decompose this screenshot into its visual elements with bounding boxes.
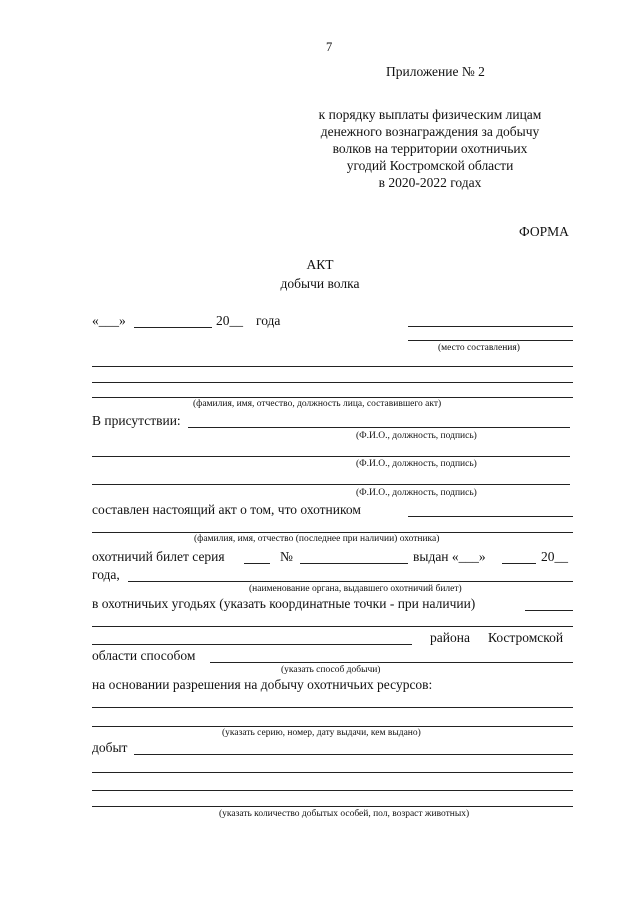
permit-caption: (указать серию, номер, дату выдачи, кем выдано) bbox=[222, 728, 421, 738]
compiler-line-1 bbox=[92, 366, 573, 367]
region-method-label: области способом bbox=[92, 648, 196, 663]
place-line-1 bbox=[408, 326, 573, 327]
appendix-line: денежного вознаграждения за добычу bbox=[320, 124, 540, 139]
appendix-line: волков на территории охотничьих bbox=[332, 141, 528, 156]
district-line bbox=[92, 644, 412, 645]
act-subtitle: добычи волка bbox=[280, 276, 360, 291]
region-label: Костромской bbox=[488, 630, 564, 645]
ticket-year-word: года, bbox=[92, 567, 120, 582]
ticket-number-line bbox=[300, 563, 408, 564]
place-line-2 bbox=[408, 340, 573, 341]
district-label: района bbox=[430, 630, 470, 645]
permit-line-1 bbox=[92, 707, 573, 708]
compiler-line-2 bbox=[92, 382, 573, 383]
presence-label: В присутствии: bbox=[92, 413, 181, 428]
form-label: ФОРМА bbox=[519, 224, 569, 239]
animals-line-1 bbox=[134, 754, 573, 755]
presence-line-2 bbox=[92, 456, 570, 457]
appendix-title: Приложение № 2 bbox=[386, 64, 485, 79]
appendix-line: угодий Костромской области bbox=[346, 158, 514, 173]
hunting-grounds-label: в охотничьих угодьях (указать координатные точки - при наличии) bbox=[92, 596, 476, 611]
appendix-line: к порядку выплаты физическим лицам bbox=[318, 107, 542, 122]
page-number: 7 bbox=[326, 40, 333, 54]
act-about-label: составлен настоящий акт о том, что охотником bbox=[92, 502, 361, 517]
animals-caption: (указать количество добытых особей, пол, возраст животных) bbox=[219, 809, 470, 819]
hunter-line-2 bbox=[92, 532, 573, 533]
ticket-issued-label: выдан «___» bbox=[413, 549, 486, 564]
animals-line-3 bbox=[92, 790, 573, 791]
ticket-issuer-line bbox=[128, 581, 573, 582]
month-line bbox=[134, 327, 212, 328]
ticket-year: 20__ bbox=[541, 549, 568, 564]
ticket-issuer-caption: (наименование органа, выдавшего охотничий билет) bbox=[249, 584, 462, 594]
ticket-series-line bbox=[244, 563, 270, 564]
act-title: АКТ bbox=[306, 257, 334, 272]
compiler-caption: (фамилия, имя, отчество, должность лица, составившего акт) bbox=[193, 399, 442, 409]
method-caption: (указать способ добычи) bbox=[281, 665, 381, 675]
year-suffix: года bbox=[256, 313, 281, 328]
basis-label: на основании разрешения на добычу охотничьих ресурсов: bbox=[92, 677, 433, 692]
animals-line-4 bbox=[92, 806, 573, 807]
method-line bbox=[210, 662, 573, 663]
permit-line-2 bbox=[92, 726, 573, 727]
ticket-number-sign: № bbox=[280, 549, 293, 564]
coordinates-line-1 bbox=[525, 610, 573, 611]
ticket-series-label: охотничий билет серия bbox=[92, 549, 225, 564]
appendix-description bbox=[300, 106, 560, 191]
hunter-line-1 bbox=[408, 516, 573, 517]
animals-line-2 bbox=[92, 772, 573, 773]
fio-caption-2: (Ф.И.О., должность, подпись) bbox=[356, 459, 477, 469]
hunter-caption: (фамилия, имя, отчество (последнее при наличии) охотника) bbox=[194, 534, 440, 544]
coordinates-line-2 bbox=[92, 626, 573, 627]
presence-line-3 bbox=[92, 484, 570, 485]
year-prefix: 20__ bbox=[216, 313, 243, 328]
appendix-line: в 2020-2022 годах bbox=[378, 175, 482, 190]
fio-caption-1: (Ф.И.О., должность, подпись) bbox=[356, 431, 477, 441]
place-caption: (место составления) bbox=[438, 343, 520, 353]
fio-caption-3: (Ф.И.О., должность, подпись) bbox=[356, 488, 477, 498]
compiler-line-3 bbox=[92, 397, 573, 398]
harvested-label: добыт bbox=[92, 740, 128, 755]
date-quote: «___» bbox=[92, 313, 126, 328]
ticket-month-line bbox=[502, 563, 536, 564]
presence-line-1 bbox=[188, 427, 570, 428]
